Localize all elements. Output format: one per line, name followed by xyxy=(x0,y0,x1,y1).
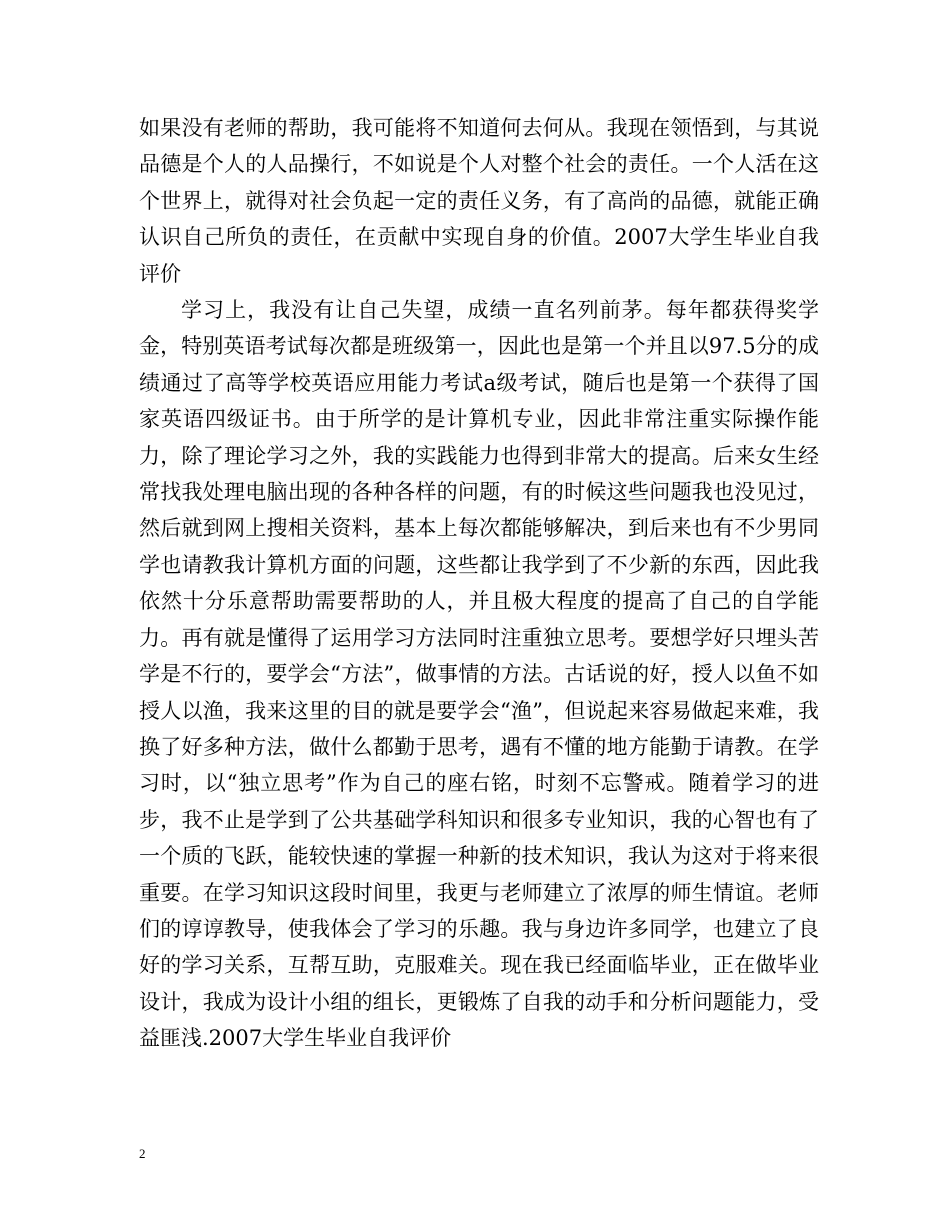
body-text xyxy=(139,110,819,1057)
paragraph-2: 学习上，我没有让自己失望，成绩一直名列前茅。每年都获得奖学金，特别英语考试每次都是班级第一，因此也是第一个并且以97.5分的成绩通过了高等学校英语应用能力考试a级考试，随后也是第一个获得了国家英语四级证书。由于所学的是计算机专业，因此非常注重实际操作能力，除了理论学习之外，我的实践能力也得到非常大的提高。后来女生经常找我处理电脑出现的各种各样的问题，有的时候这些问题我也没见过，然后就到网上搜相关资料，基本上每次都能够解决，到后来也有不少男同学也请教我计算机方面的问题，这些都让我学到了不少新的东西，因此我依然十分乐意帮助需要帮助的人，并且极大程度的提高了自己的自学能力。再有就是懂得了运用学习方法同时注重独立思考。要想学好只埋头苦学是不行的，要学会“方法”，做事情的方法。古话说的好，授人以鱼不如授人以渔，我来这里的目的就是要学会“渔”，但说起来容易做起来难，我换了好多种方法，做什么都勤于思考，遇有不懂的地方能勤于请教。在学习时，以“独立思考”作为自己的座右铭，时刻不忘警戒。随着学习的进步，我不止是学到了公共基础学科知识和很多专业知识，我的心智也有了一个质的飞跃，能较快速的掌握一种新的技术知识，我认为这对于将来很重要。在学习知识这段时间里，我更与老师建立了浓厚的师生情谊。老师们的谆谆教导，使我体会了学习的乐趣。我与身边许多同学，也建立了良好的学习关系，互帮互助，克服难关。现在我已经面临毕业，正在做毕业设计，我成为设计小组的组长，更锻炼了自我的动手和分析问题能力，受益匪浅.2007大学生毕业自我评价 xyxy=(139,298,819,1051)
paragraph-1: 如果没有老师的帮助，我可能将不知道何去何从。我现在领悟到，与其说品德是个人的人品操行，不如说是个人对整个社会的责任。一个人活在这个世界上，就得对社会负起一定的责任义务，有了高尚的品德，就能正确认识自己所负的责任，在贡献中实现自身的价值。2007大学生毕业自我评价 xyxy=(139,116,819,286)
page-number: 2 xyxy=(139,1146,146,1161)
